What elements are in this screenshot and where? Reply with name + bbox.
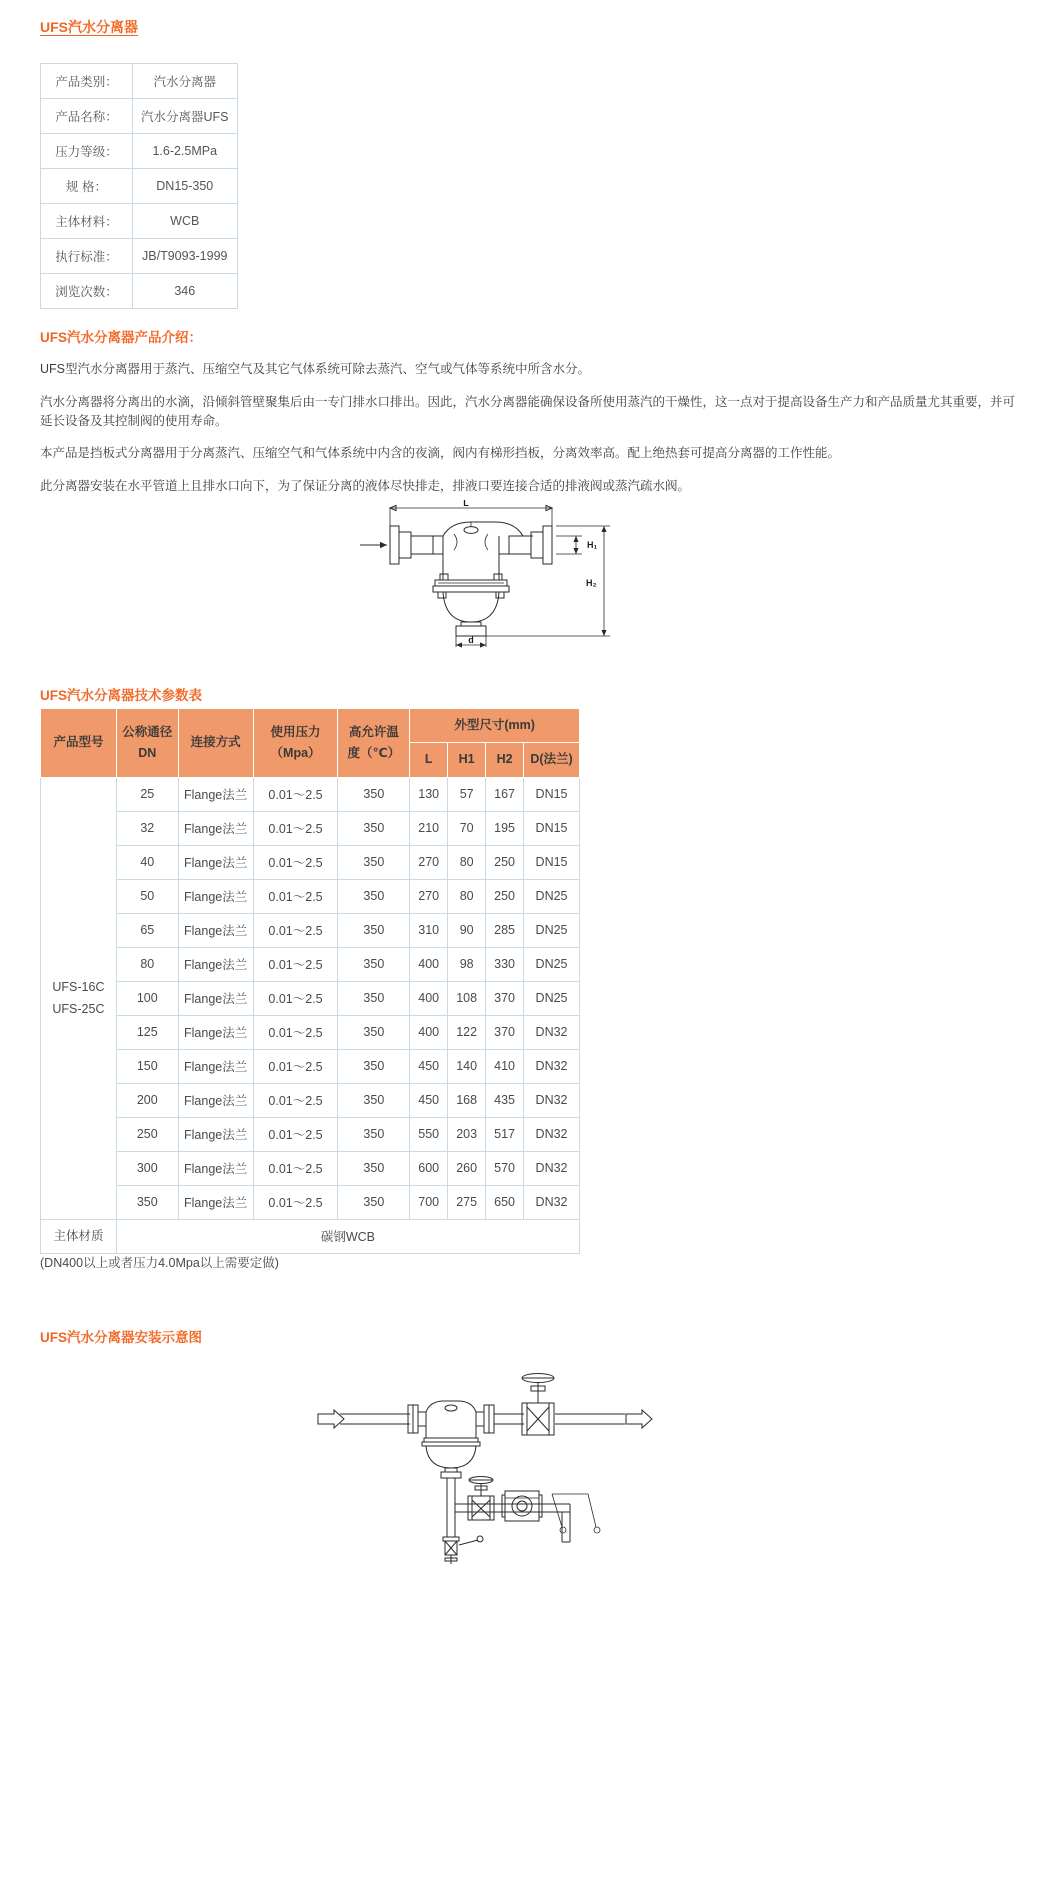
cell-temperature: 350 [338,1049,410,1083]
th-H1: H1 [448,743,486,777]
product-info-table-wrap [40,63,238,309]
cell-material-label: 主体材质 [41,1219,117,1253]
table-row [41,239,238,274]
cell-dn: 200 [116,1083,178,1117]
table-row [41,204,238,239]
cell-temperature: 350 [338,1151,410,1185]
cell-H2: 410 [486,1049,524,1083]
cell-temperature: 350 [338,845,410,879]
table-row [41,274,238,309]
cell-dn: 300 [116,1151,178,1185]
cell-temperature: 350 [338,1185,410,1219]
table-row [41,1083,580,1117]
info-label: 规 格： [41,169,133,204]
cell-pressure: 0.01～2.5 [253,1015,338,1049]
cell-D: DN15 [524,811,580,845]
cell-pressure: 0.01～2.5 [253,1117,338,1151]
cell-connection: Flange法兰 [178,1083,253,1117]
cell-dn: 65 [116,913,178,947]
cell-pressure: 0.01～2.5 [253,1151,338,1185]
cell-temperature: 350 [338,777,410,811]
cell-dn: 125 [116,1015,178,1049]
cell-H1: 168 [448,1083,486,1117]
info-value: JB/T9093-1999 [133,239,238,274]
cell-L: 270 [410,845,448,879]
th-connection: 连接方式 [178,709,253,778]
cell-dn: 150 [116,1049,178,1083]
cell-D: DN25 [524,981,580,1015]
table-row [41,1049,580,1083]
cell-pressure: 0.01～2.5 [253,811,338,845]
info-label: 产品类别： [41,64,133,99]
cell-H2: 517 [486,1117,524,1151]
table-row [41,777,580,811]
cell-L: 600 [410,1151,448,1185]
cell-D: DN32 [524,1185,580,1219]
product-info-table [40,63,238,309]
page-title-link[interactable]: UFS汽水分离器 [40,19,138,35]
table-row [41,1015,580,1049]
table-row [41,947,580,981]
cell-L: 210 [410,811,448,845]
cell-H2: 195 [486,811,524,845]
cell-D: DN25 [524,879,580,913]
cell-temperature: 350 [338,811,410,845]
th-temperature [338,709,410,778]
th-dimensions: 外型尺寸(mm) [410,709,580,743]
cell-dn: 32 [116,811,178,845]
intro-paragraph: 汽水分离器将分离出的水滴，沿倾斜管壁聚集后由一专门排水口排出。因此，汽水分离器能确保设备所使用蒸汽的干燥性，这一点对于提高设备生产力和产品质量尤其重要，并可延长设备及其控制阀的使用寿命。 [40,394,1016,428]
table-row [41,1117,580,1151]
cell-H2: 370 [486,981,524,1015]
cell-connection: Flange法兰 [178,1185,253,1219]
table-row [41,811,580,845]
table-row [41,134,238,169]
tech-parameters-table [40,708,580,1254]
cell-L: 310 [410,913,448,947]
cell-L: 700 [410,1185,448,1219]
model-line: UFS-16C [52,979,105,994]
info-value: DN15-350 [133,169,238,204]
dim-label-L: L [463,500,469,508]
cell-H1: 90 [448,913,486,947]
th-temp-line2: 度（℃） [347,745,401,760]
tech-table-body [41,777,580,1253]
cell-pressure: 0.01～2.5 [253,879,338,913]
intro-paragraph: 本产品是挡板式分离器用于分离蒸汽、压缩空气和气体系统中内含的夜滴，阀内有梯形挡板，分离效率高。配上绝热套可提高分离器的工作性能。 [40,446,841,461]
info-label: 执行标准： [41,239,133,274]
th-dn-line2: DN [138,745,157,760]
cell-dn: 80 [116,947,178,981]
table-row [41,1151,580,1185]
cell-D: DN32 [524,1015,580,1049]
cell-L: 400 [410,981,448,1015]
cell-connection: Flange法兰 [178,777,253,811]
th-temp-line1: 高允许温 [348,724,399,739]
cell-D: DN25 [524,913,580,947]
cell-H2: 330 [486,947,524,981]
cell-H2: 650 [486,1185,524,1219]
cell-L: 400 [410,1015,448,1049]
cell-H1: 140 [448,1049,486,1083]
intro-paragraph: UFS型汽水分离器用于蒸汽、压缩空气及其它气体系统可除去蒸汽、空气或气体等系统中所含水分。 [40,362,591,377]
cell-connection: Flange法兰 [178,1049,253,1083]
intro-paragraph: 此分离器安装在水平管道上且排水口向下，为了保证分离的液体尽快排走，排液口要连接合适的排液阀或蒸汽疏水阀。 [40,479,691,494]
cell-connection: Flange法兰 [178,947,253,981]
cell-temperature: 350 [338,879,410,913]
product-intro-section [40,330,1025,510]
table-row [41,981,580,1015]
page-title-text [40,19,138,36]
cell-temperature: 350 [338,947,410,981]
cell-H2: 435 [486,1083,524,1117]
cell-H1: 98 [448,947,486,981]
tech-table-heading: UFS汽水分离器技术参数表 [40,688,202,703]
cell-L: 450 [410,1083,448,1117]
table-row [41,845,580,879]
th-pressure [253,709,338,778]
cell-temperature: 350 [338,1015,410,1049]
table-row [41,64,238,99]
cell-model [41,777,117,1219]
cell-pressure: 0.01～2.5 [253,1049,338,1083]
cell-L: 550 [410,1117,448,1151]
cell-connection: Flange法兰 [178,1015,253,1049]
cell-H2: 570 [486,1151,524,1185]
table-row [41,879,580,913]
th-H2: H2 [486,743,524,777]
info-label: 浏览次数： [41,274,133,309]
cell-L: 450 [410,1049,448,1083]
cell-D: DN15 [524,777,580,811]
cell-H2: 370 [486,1015,524,1049]
table-row [41,169,238,204]
cell-H1: 80 [448,845,486,879]
info-label: 产品名称： [41,99,133,134]
install-diagram [300,1352,660,1567]
cell-D: DN32 [524,1117,580,1151]
cell-pressure: 0.01～2.5 [253,981,338,1015]
cell-pressure: 0.01～2.5 [253,845,338,879]
cell-temperature: 350 [338,981,410,1015]
tech-table-wrap [40,708,580,1254]
installation-schematic-svg [300,1352,660,1567]
table-header-row [41,709,580,743]
model-line: UFS-25C [52,1002,105,1016]
install-diagram-heading-wrap [40,1330,202,1346]
cell-dn: 40 [116,845,178,879]
th-D: D(法兰) [524,743,580,777]
cell-D: DN32 [524,1083,580,1117]
page-title [40,19,138,36]
cell-connection: Flange法兰 [178,913,253,947]
cell-H2: 250 [486,879,524,913]
cell-connection: Flange法兰 [178,1117,253,1151]
cell-temperature: 350 [338,1083,410,1117]
cell-H1: 260 [448,1151,486,1185]
th-model: 产品型号 [41,709,117,778]
info-value: 汽水分离器 [133,64,238,99]
cell-connection: Flange法兰 [178,1151,253,1185]
cell-H2: 167 [486,777,524,811]
cell-dn: 50 [116,879,178,913]
cell-H1: 203 [448,1117,486,1151]
cell-temperature: 350 [338,913,410,947]
tech-table-heading-wrap [40,688,202,704]
cell-temperature: 350 [338,1117,410,1151]
info-value: WCB [133,204,238,239]
cell-D: DN15 [524,845,580,879]
tech-table-note: (DN400以上或者压力4.0Mpa以上需要定做) [40,1256,279,1270]
intro-heading: UFS汽水分离器产品介绍： [40,330,202,345]
cell-H1: 275 [448,1185,486,1219]
cell-connection: Flange法兰 [178,811,253,845]
cell-D: DN32 [524,1049,580,1083]
cell-pressure: 0.01～2.5 [253,913,338,947]
cell-H1: 122 [448,1015,486,1049]
cell-connection: Flange法兰 [178,879,253,913]
info-value: 1.6-2.5MPa [133,134,238,169]
dimension-drawing [330,500,650,665]
cell-dn: 250 [116,1117,178,1151]
cell-pressure: 0.01～2.5 [253,777,338,811]
info-label: 压力等级： [41,134,133,169]
cell-H2: 285 [486,913,524,947]
cell-connection: Flange法兰 [178,981,253,1015]
th-pressure-line2: （Mpa） [270,745,321,760]
cell-H1: 80 [448,879,486,913]
cell-D: DN32 [524,1151,580,1185]
cell-dn: 100 [116,981,178,1015]
th-dn [116,709,178,778]
cell-connection: Flange法兰 [178,845,253,879]
th-L: L [410,743,448,777]
cell-H1: 70 [448,811,486,845]
table-row [41,913,580,947]
th-pressure-line1: 使用压力 [270,724,321,739]
dim-label-H1: H₁ [587,540,598,550]
cell-H1: 57 [448,777,486,811]
cell-pressure: 0.01～2.5 [253,1083,338,1117]
cell-L: 130 [410,777,448,811]
cell-dn: 350 [116,1185,178,1219]
table-row [41,99,238,134]
separator-dimension-svg [330,500,650,665]
info-value: 汽水分离器UFS [133,99,238,134]
info-label: 主体材料： [41,204,133,239]
cell-L: 270 [410,879,448,913]
cell-pressure: 0.01～2.5 [253,1185,338,1219]
dim-label-d: d [468,635,474,645]
cell-D: DN25 [524,947,580,981]
dim-label-H2: H₂ [586,578,597,588]
table-row [41,1185,580,1219]
table-footer-row [41,1219,580,1253]
info-value: 346 [133,274,238,309]
cell-material-value: 碳钢WCB [116,1219,579,1253]
cell-H1: 108 [448,981,486,1015]
install-diagram-heading: UFS汽水分离器安装示意图 [40,1330,202,1345]
cell-L: 400 [410,947,448,981]
cell-pressure: 0.01～2.5 [253,947,338,981]
cell-H2: 250 [486,845,524,879]
th-dn-line1: 公称通径 [122,724,173,739]
cell-dn: 25 [116,777,178,811]
